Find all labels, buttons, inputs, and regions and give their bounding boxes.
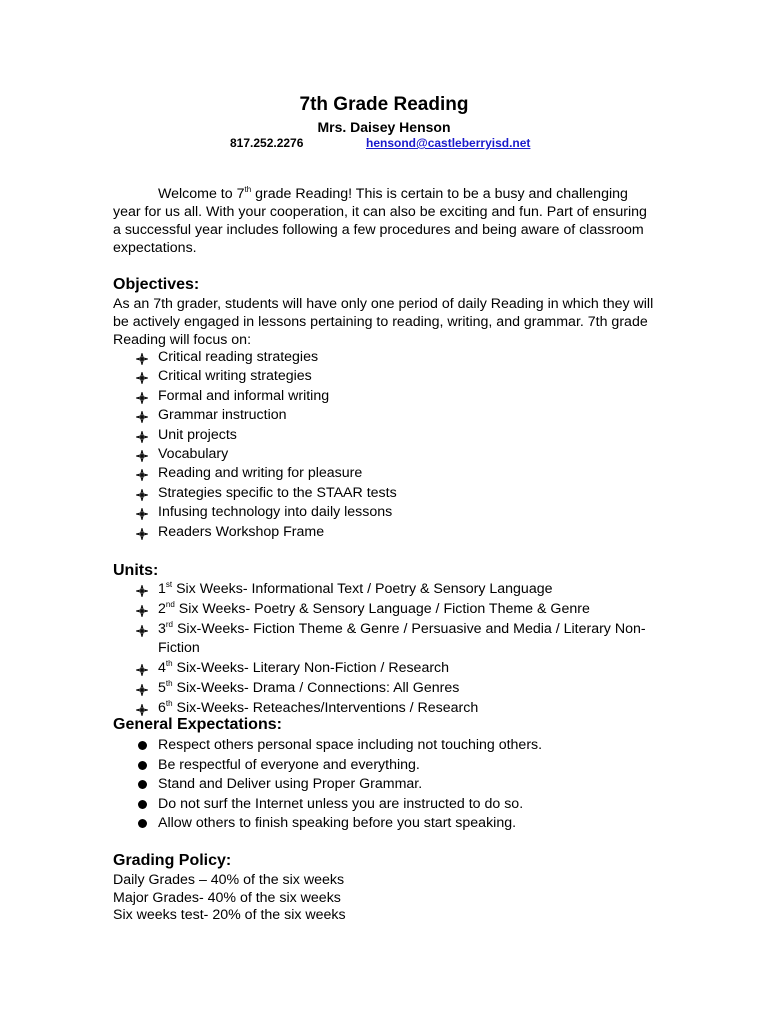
objective-text: Critical reading strategies — [158, 349, 319, 365]
expectation-item — [136, 795, 656, 815]
expectations-list — [136, 736, 656, 834]
unit-ordinal-suffix: th — [165, 699, 173, 708]
unit-number: 1 — [158, 581, 166, 597]
expectation-text: Respect others personal space including not touching others. — [158, 737, 543, 753]
expectation-item — [136, 775, 656, 795]
grading-policy-heading: Grading Policy: — [113, 852, 232, 869]
objective-item — [136, 367, 656, 386]
objective-text: Infusing technology into daily lessons — [158, 504, 393, 521]
filled-circle-bullet-icon — [138, 800, 147, 809]
filled-circle-bullet-icon — [138, 761, 147, 770]
unit-text: Six-Weeks- Reteaches/Interventions / Research — [172, 700, 479, 716]
grading-line: Six weeks test- 20% of the six weeks — [113, 907, 346, 923]
unit-number: 2 — [158, 601, 166, 617]
unit-text: Six-Weeks- Drama / Connections: All Genres — [172, 680, 460, 696]
unit-ordinal-suffix: th — [165, 659, 173, 668]
filled-circle-bullet-icon — [138, 741, 147, 750]
expectation-text: Do not surf the Internet unless you are instructed to do so. — [158, 795, 524, 812]
email-link[interactable]: hensond@castleberryisd.net — [366, 136, 531, 150]
unit-text: Six Weeks- Informational Text / Poetry & Sensory Language — [172, 581, 553, 597]
unit-text: Six-Weeks- Literary Non-Fiction / Research — [172, 660, 450, 676]
unit-item — [136, 600, 656, 619]
filled-circle-bullet-icon — [138, 819, 147, 828]
unit-item — [136, 620, 656, 658]
objective-item — [136, 406, 656, 425]
unit-ordinal-suffix: rd — [165, 620, 174, 629]
intro-paragraph — [113, 185, 658, 257]
intro-text-rest: grade Reading! This is certain to be a busy and challenging year for us all. With your cooperation, it can also be exciting and fun. Part of ensuring a successful year includes following a few procedures and being aware of classroom expectations. — [113, 186, 647, 256]
objective-text: Strategies specific to the STAAR tests — [158, 484, 397, 501]
unit-number: 5 — [158, 680, 166, 696]
unit-item — [136, 659, 656, 678]
expectation-text: Allow others to finish speaking before you start speaking. — [158, 815, 517, 832]
general-expectations-heading: General Expectations: — [113, 716, 282, 733]
grading-line: Daily Grades – 40% of the six weeks — [113, 872, 345, 888]
objective-item — [136, 503, 656, 522]
objective-text: Grammar instruction — [158, 407, 287, 424]
objective-item — [136, 484, 656, 503]
objectives-list — [136, 348, 656, 542]
expectation-item — [136, 756, 656, 776]
expectation-text: Be respectful of everyone and everything. — [158, 756, 420, 773]
teacher-name: Mrs. Daisey Henson — [317, 119, 451, 135]
objective-text: Formal and informal writing — [158, 387, 330, 404]
objective-text: Readers Workshop Frame — [158, 523, 325, 540]
intro-superscript: th — [244, 185, 252, 194]
objective-text: Unit projects — [158, 426, 237, 443]
phone-number: 817.252.2276 — [230, 136, 304, 150]
diamond-bullet-icon — [136, 527, 148, 546]
diamond-bullet-icon — [136, 624, 148, 643]
units-list — [136, 580, 656, 719]
intro-text-start: Welcome to 7 — [158, 186, 245, 202]
page-title: 7th Grade Reading — [299, 94, 469, 115]
unit-number: 4 — [158, 660, 166, 676]
unit-item — [136, 679, 656, 698]
unit-text: Six Weeks- Poetry & Sensory Language / Fiction Theme & Genre — [174, 601, 590, 617]
unit-number: 3 — [158, 621, 166, 637]
unit-ordinal-suffix: th — [165, 679, 173, 688]
unit-ordinal-suffix: nd — [165, 600, 175, 609]
unit-ordinal-suffix: st — [165, 580, 173, 589]
objective-item — [136, 523, 656, 542]
objective-item — [136, 426, 656, 445]
expectation-text: Stand and Deliver using Proper Grammar. — [158, 776, 423, 793]
objective-item — [136, 387, 656, 406]
objectives-heading: Objectives: — [113, 276, 200, 293]
grading-line: Major Grades- 40% of the six weeks — [113, 889, 341, 906]
unit-number: 6 — [158, 700, 166, 716]
objective-text: Reading and writing for pleasure — [158, 465, 363, 482]
expectation-item — [136, 736, 656, 756]
unit-item — [136, 580, 656, 599]
unit-text: Six-Weeks- Fiction Theme & Genre / Persuasive and Media / Literary Non-Fiction — [158, 621, 646, 656]
objectives-paragraph: As an 7th grader, students will have only one period of daily Reading in which they will be actively engaged in lessons pertaining to reading, writing, and grammar. 7th grade Reading will focus on: — [113, 296, 654, 348]
objective-item — [136, 445, 656, 464]
expectation-item — [136, 814, 656, 834]
filled-circle-bullet-icon — [138, 780, 147, 789]
units-heading: Units: — [113, 562, 159, 579]
objective-item — [136, 348, 656, 367]
objective-text: Critical writing strategies — [158, 368, 312, 385]
objective-item — [136, 464, 656, 483]
objective-text: Vocabulary — [158, 445, 229, 462]
grading-policy-lines — [113, 872, 346, 925]
